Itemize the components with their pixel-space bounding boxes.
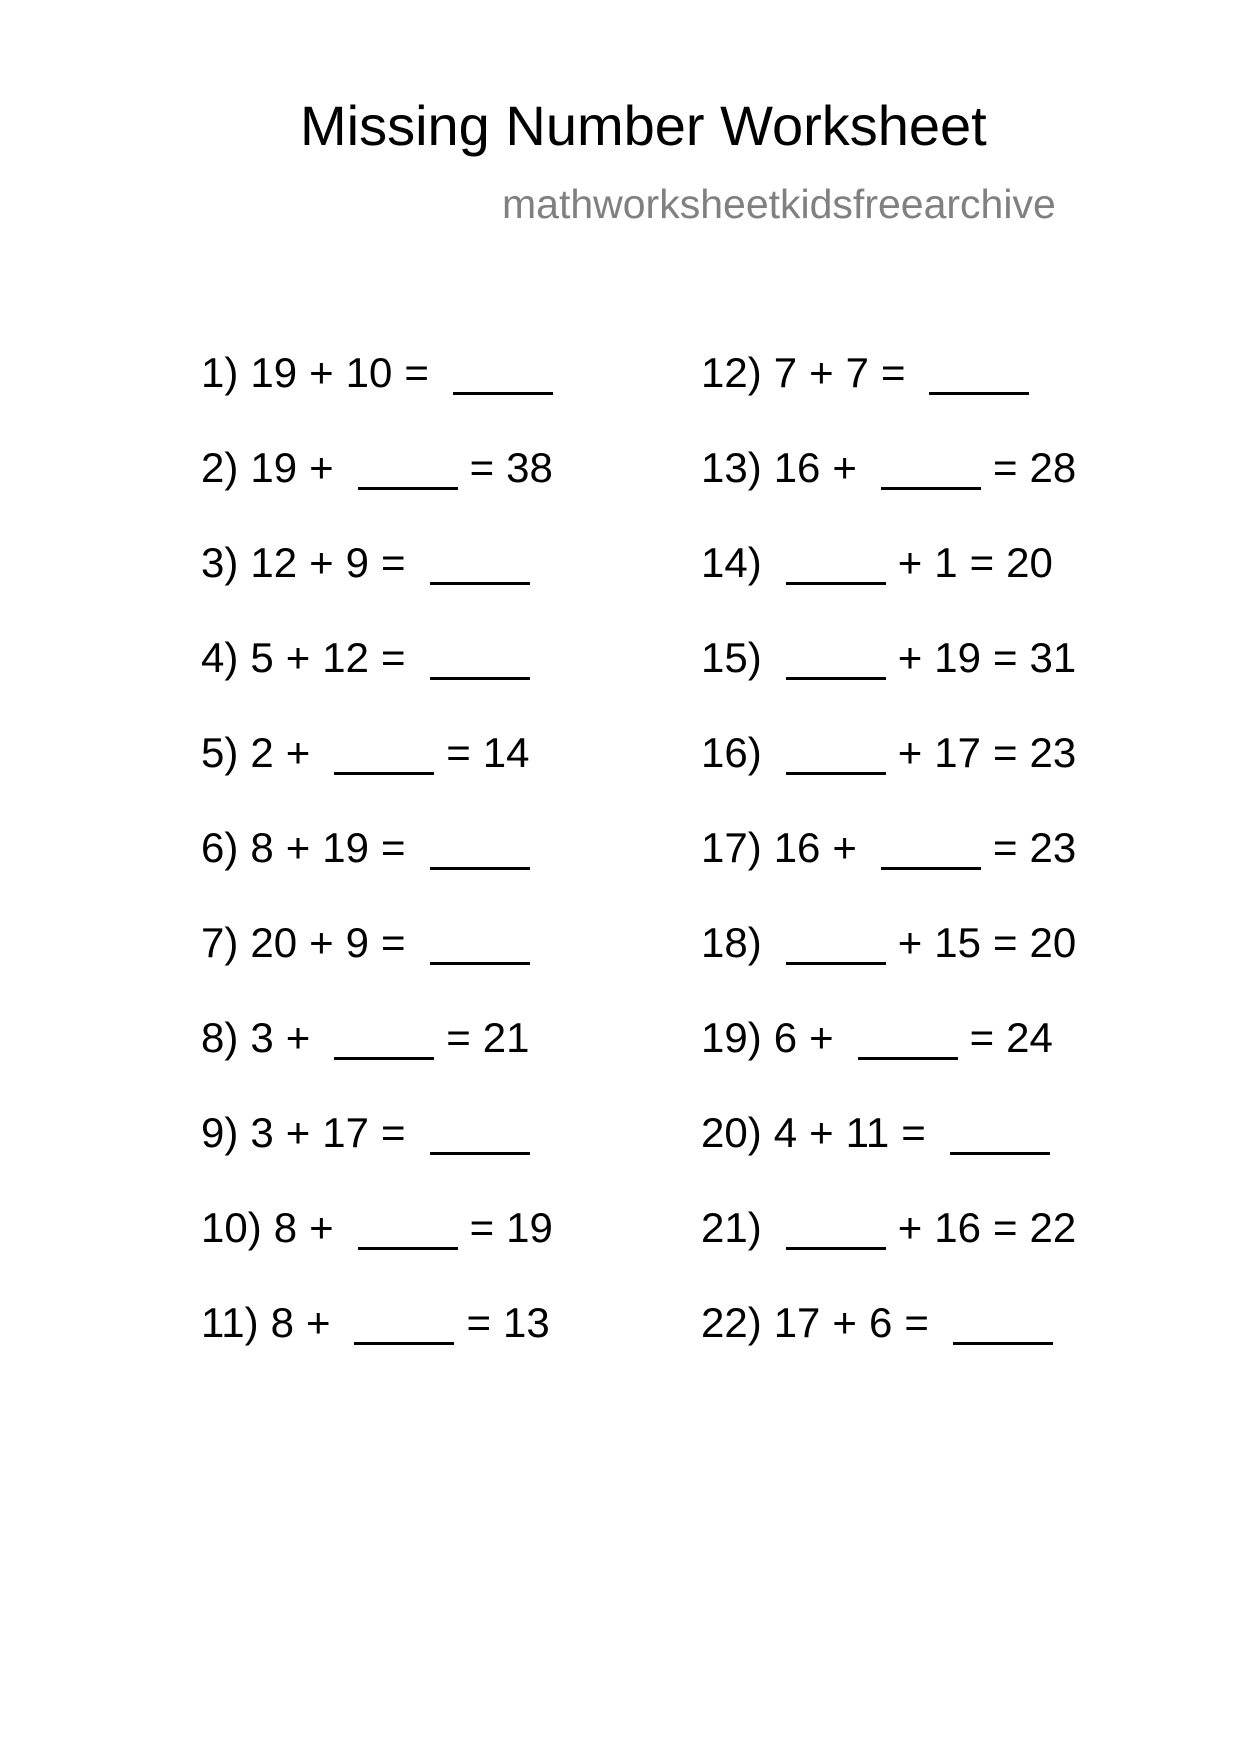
- operand: 13: [503, 1299, 550, 1346]
- operand: 12: [250, 539, 298, 586]
- equals-sign: =: [880, 349, 906, 396]
- answer-blank[interactable]: [786, 1245, 886, 1250]
- operand: 9: [345, 539, 369, 586]
- operand: 28: [1029, 444, 1077, 491]
- plus-sign: +: [809, 1014, 834, 1061]
- plus-sign: +: [285, 729, 311, 776]
- operand: 11: [845, 1109, 890, 1156]
- operand: 7: [845, 349, 869, 396]
- equals-sign: =: [969, 539, 995, 586]
- worksheet-title: Missing Number Worksheet: [300, 94, 987, 157]
- answer-blank[interactable]: [453, 390, 553, 395]
- answer-blank[interactable]: [881, 865, 981, 870]
- answer-blank[interactable]: [358, 1245, 458, 1250]
- problem-number: 1): [201, 349, 239, 396]
- operand: 38: [506, 444, 553, 491]
- problem-number: 6): [201, 824, 239, 871]
- operand: 15: [934, 919, 981, 966]
- plus-sign: +: [285, 1014, 311, 1061]
- problem-number: 15): [701, 634, 762, 681]
- problem-row: [201, 634, 681, 732]
- problem-row: [201, 1109, 681, 1207]
- problem-row: [201, 1014, 681, 1112]
- problem-row: [701, 919, 1181, 1017]
- equals-sign: =: [404, 349, 429, 396]
- operand: 2: [250, 729, 274, 776]
- plus-sign: +: [309, 919, 334, 966]
- plus-sign: +: [897, 634, 923, 681]
- problem-number: 19): [701, 1014, 762, 1061]
- problem-number: 17): [701, 824, 762, 871]
- problem-row: [701, 539, 1181, 637]
- answer-blank[interactable]: [334, 1055, 434, 1060]
- operand: 19: [250, 444, 298, 491]
- operand: 19: [322, 824, 369, 871]
- equals-sign: =: [992, 444, 1018, 491]
- problem-row: [701, 1109, 1181, 1207]
- operand: 17: [773, 1299, 821, 1346]
- answer-blank[interactable]: [430, 960, 530, 965]
- problem-number: 4): [201, 634, 239, 681]
- plus-sign: +: [309, 444, 334, 491]
- equals-sign: =: [380, 824, 406, 871]
- operand: 6: [868, 1299, 893, 1346]
- problem-row: [701, 634, 1181, 732]
- operand: 10: [345, 349, 393, 396]
- operand: 8: [270, 1299, 294, 1346]
- problems-column-right: [701, 349, 1181, 1397]
- problem-number: 18): [701, 919, 762, 966]
- answer-blank[interactable]: [929, 390, 1029, 395]
- problem-row: [701, 1204, 1181, 1302]
- answer-blank[interactable]: [334, 770, 434, 775]
- problem-row: [201, 539, 681, 637]
- answer-blank[interactable]: [881, 485, 981, 490]
- problem-row: [201, 444, 681, 542]
- answer-blank[interactable]: [950, 1150, 1050, 1155]
- plus-sign: +: [897, 539, 923, 586]
- problem-row: [701, 729, 1181, 827]
- problem-number: 16): [701, 729, 762, 776]
- answer-blank[interactable]: [786, 960, 886, 965]
- operand: 1: [934, 539, 958, 586]
- plus-sign: +: [309, 1204, 334, 1251]
- operand: 20: [1029, 919, 1077, 966]
- answer-blank[interactable]: [354, 1340, 454, 1345]
- equals-sign: =: [901, 1109, 926, 1156]
- answer-blank[interactable]: [358, 485, 458, 490]
- plus-sign: +: [897, 729, 923, 776]
- operand: 17: [934, 729, 981, 776]
- plus-sign: +: [305, 1299, 331, 1346]
- operand: 16: [773, 444, 821, 491]
- operand: 22: [1029, 1204, 1077, 1251]
- equals-sign: =: [992, 729, 1018, 776]
- problem-number: 3): [201, 539, 239, 586]
- problem-row: [201, 824, 681, 922]
- problem-number: 5): [201, 729, 239, 776]
- operand: 14: [482, 729, 530, 776]
- answer-blank[interactable]: [430, 675, 530, 680]
- problem-row: [201, 729, 681, 827]
- equals-sign: =: [904, 1299, 929, 1346]
- answer-blank[interactable]: [786, 675, 886, 680]
- problem-number: 20): [701, 1109, 762, 1156]
- problem-number: 2): [201, 444, 239, 491]
- problem-row: [201, 349, 681, 447]
- problem-number: 8): [201, 1014, 239, 1061]
- answer-blank[interactable]: [786, 580, 886, 585]
- problem-row: [201, 1299, 681, 1397]
- problems-column-left: [201, 349, 681, 1397]
- problem-row: [701, 1299, 1181, 1397]
- equals-sign: =: [469, 444, 495, 491]
- operand: 16: [773, 824, 821, 871]
- plus-sign: +: [897, 1204, 923, 1251]
- plus-sign: +: [285, 634, 311, 681]
- answer-blank[interactable]: [430, 1150, 530, 1155]
- operand: 3: [250, 1109, 274, 1156]
- problem-number: 9): [201, 1109, 239, 1156]
- answer-blank[interactable]: [430, 580, 530, 585]
- problem-number: 13): [701, 444, 762, 491]
- answer-blank[interactable]: [858, 1055, 958, 1060]
- operand: 20: [250, 919, 298, 966]
- operand: 31: [1029, 634, 1077, 681]
- operand: 8: [273, 1204, 298, 1251]
- equals-sign: =: [446, 729, 471, 776]
- operand: 6: [773, 1014, 798, 1061]
- equals-sign: =: [380, 634, 406, 681]
- equals-sign: =: [466, 1299, 492, 1346]
- equals-sign: =: [992, 634, 1018, 681]
- equals-sign: =: [992, 1204, 1018, 1251]
- operand: 17: [322, 1109, 369, 1156]
- equals-sign: =: [469, 1204, 495, 1251]
- equals-sign: =: [969, 1014, 995, 1061]
- operand: 23: [1029, 729, 1077, 776]
- operand: 19: [250, 349, 298, 396]
- equals-sign: =: [380, 919, 406, 966]
- problem-number: 14): [701, 539, 762, 586]
- plus-sign: +: [809, 349, 834, 396]
- operand: 5: [250, 634, 274, 681]
- plus-sign: +: [832, 824, 857, 871]
- problem-row: [201, 1204, 681, 1302]
- operand: 21: [482, 1014, 530, 1061]
- problem-row: [701, 1014, 1181, 1112]
- problem-number: 12): [701, 349, 762, 396]
- problem-number: 11): [201, 1299, 259, 1346]
- plus-sign: +: [897, 919, 923, 966]
- answer-blank[interactable]: [953, 1340, 1053, 1345]
- plus-sign: +: [309, 539, 334, 586]
- operand: 7: [773, 349, 798, 396]
- problem-number: 7): [201, 919, 239, 966]
- problem-number: 10): [201, 1204, 262, 1251]
- operand: 20: [1006, 539, 1053, 586]
- operand: 24: [1006, 1014, 1053, 1061]
- operand: 3: [250, 1014, 274, 1061]
- operand: 4: [773, 1109, 798, 1156]
- plus-sign: +: [832, 1299, 857, 1346]
- problem-row: [201, 919, 681, 1017]
- operand: 19: [934, 634, 981, 681]
- plus-sign: +: [285, 824, 311, 871]
- equals-sign: =: [992, 919, 1018, 966]
- problem-row: [701, 824, 1181, 922]
- plus-sign: +: [809, 1109, 834, 1156]
- operand: 9: [345, 919, 369, 966]
- operand: 23: [1029, 824, 1077, 871]
- problem-number: 22): [701, 1299, 762, 1346]
- problem-number: 21): [701, 1204, 762, 1251]
- equals-sign: =: [380, 1109, 406, 1156]
- plus-sign: +: [309, 349, 334, 396]
- problem-row: [701, 444, 1181, 542]
- plus-sign: +: [832, 444, 857, 491]
- plus-sign: +: [285, 1109, 311, 1156]
- worksheet-source: mathworksheetkidsfreearchive: [502, 181, 1056, 227]
- equals-sign: =: [380, 539, 406, 586]
- equals-sign: =: [446, 1014, 471, 1061]
- operand: 16: [934, 1204, 981, 1251]
- problem-row: [701, 349, 1181, 447]
- answer-blank[interactable]: [430, 865, 530, 870]
- operand: 12: [322, 634, 369, 681]
- operand: 19: [506, 1204, 553, 1251]
- operand: 8: [250, 824, 274, 871]
- equals-sign: =: [992, 824, 1018, 871]
- answer-blank[interactable]: [786, 770, 886, 775]
